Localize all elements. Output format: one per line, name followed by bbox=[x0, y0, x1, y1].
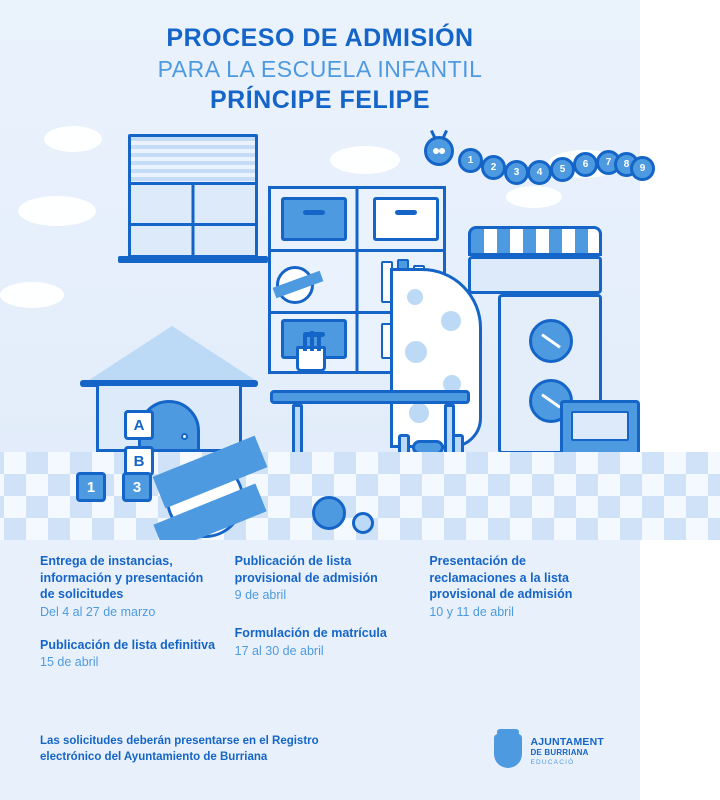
playhouse-roof bbox=[86, 326, 258, 382]
schedule-item-title: Entrega de instancias, información y presentación de solicitudes bbox=[40, 554, 204, 602]
logo-line-2: DE BURRIANA bbox=[530, 747, 589, 757]
pencil-cup bbox=[296, 346, 326, 372]
cloud-icon bbox=[506, 186, 562, 208]
window-illustration bbox=[128, 134, 258, 258]
page-title bbox=[0, 24, 640, 115]
window-sill bbox=[118, 256, 268, 263]
caterpillar-segment: 1 bbox=[458, 148, 483, 173]
schedule-column-1 bbox=[40, 553, 217, 687]
schedule-column-3 bbox=[429, 553, 606, 687]
title-line-2: PARA LA ESCUELA INFANTIL bbox=[157, 56, 483, 82]
caterpillar-head-icon bbox=[424, 136, 454, 166]
schedule-item-date: 9 de abril bbox=[234, 588, 287, 603]
schedule-item-date: 17 al 30 de abril bbox=[234, 643, 324, 658]
logo-line-1: AJUNTAMENT bbox=[530, 735, 604, 748]
beach-ball-small bbox=[276, 266, 314, 304]
alphabet-block: A bbox=[124, 410, 154, 440]
schedule-item bbox=[429, 553, 606, 621]
title-line-1: PROCESO DE ADMISIÓN bbox=[166, 24, 474, 52]
schedule-item-title: Publicación de lista provisional de admisión bbox=[234, 554, 378, 585]
schedule-item-date: 15 de abril bbox=[40, 655, 99, 670]
caterpillar-segment: 6 bbox=[573, 152, 598, 177]
schedule-item bbox=[235, 625, 412, 659]
window-mullion bbox=[192, 185, 195, 255]
playhouse-body bbox=[96, 386, 242, 452]
coat-of-arms-shield-icon bbox=[494, 734, 522, 768]
gear-icon bbox=[529, 319, 573, 363]
table-illustration bbox=[270, 390, 470, 404]
ayuntamiento-logo bbox=[494, 734, 604, 768]
caterpillar-segment: 9 bbox=[630, 156, 655, 181]
caterpillar-segment: 5 bbox=[550, 157, 575, 182]
schedule-columns bbox=[40, 553, 606, 687]
schedule-panel bbox=[0, 540, 640, 800]
caterpillar-segment: 7 bbox=[596, 150, 621, 175]
submission-note: Las solicitudes deberán presentarse en el Registro electrónico del Ayuntamiento de Burriana bbox=[40, 734, 319, 764]
window-mullion bbox=[131, 223, 255, 226]
schedule-item-date: 10 y 11 de abril bbox=[429, 604, 514, 619]
caterpillar-segment: 4 bbox=[527, 160, 552, 185]
storage-bin bbox=[281, 197, 347, 241]
beach-ball-large bbox=[166, 460, 244, 538]
number-block: 3 bbox=[122, 472, 152, 502]
storage-bin bbox=[373, 197, 439, 241]
cloud-icon bbox=[18, 196, 96, 226]
cloud-icon bbox=[0, 282, 64, 308]
play-counter bbox=[468, 256, 602, 294]
caterpillar-segment: 8 bbox=[614, 152, 639, 177]
cloud-icon bbox=[44, 126, 102, 152]
ball-small bbox=[352, 512, 374, 534]
schedule-item-title: Presentación de reclamaciones a la lista provisional de admisión bbox=[429, 554, 573, 602]
logo-line-3: EDUCACIÓ bbox=[530, 758, 575, 766]
schedule-item-date: Del 4 al 27 de marzo bbox=[40, 604, 156, 619]
schedule-item bbox=[40, 637, 217, 671]
alphabet-block: B bbox=[124, 446, 154, 476]
slide-illustration bbox=[390, 268, 482, 448]
window-blind bbox=[131, 137, 255, 185]
schedule-item bbox=[40, 553, 217, 621]
schedule-column-2 bbox=[235, 553, 412, 687]
title-line-3: PRÍNCIPE FELIPE bbox=[209, 86, 431, 114]
cloud-icon bbox=[330, 146, 400, 174]
caterpillar-segment: 2 bbox=[481, 155, 506, 180]
number-block: 1 bbox=[76, 472, 106, 502]
ball-medium bbox=[312, 496, 346, 530]
schedule-item-title: Publicación de lista definitiva bbox=[40, 637, 216, 652]
schedule-item bbox=[235, 553, 412, 604]
canopy-awning bbox=[468, 226, 602, 256]
caterpillar-segment: 3 bbox=[504, 160, 529, 185]
schedule-item-title: Formulación de matrícula bbox=[234, 625, 387, 640]
